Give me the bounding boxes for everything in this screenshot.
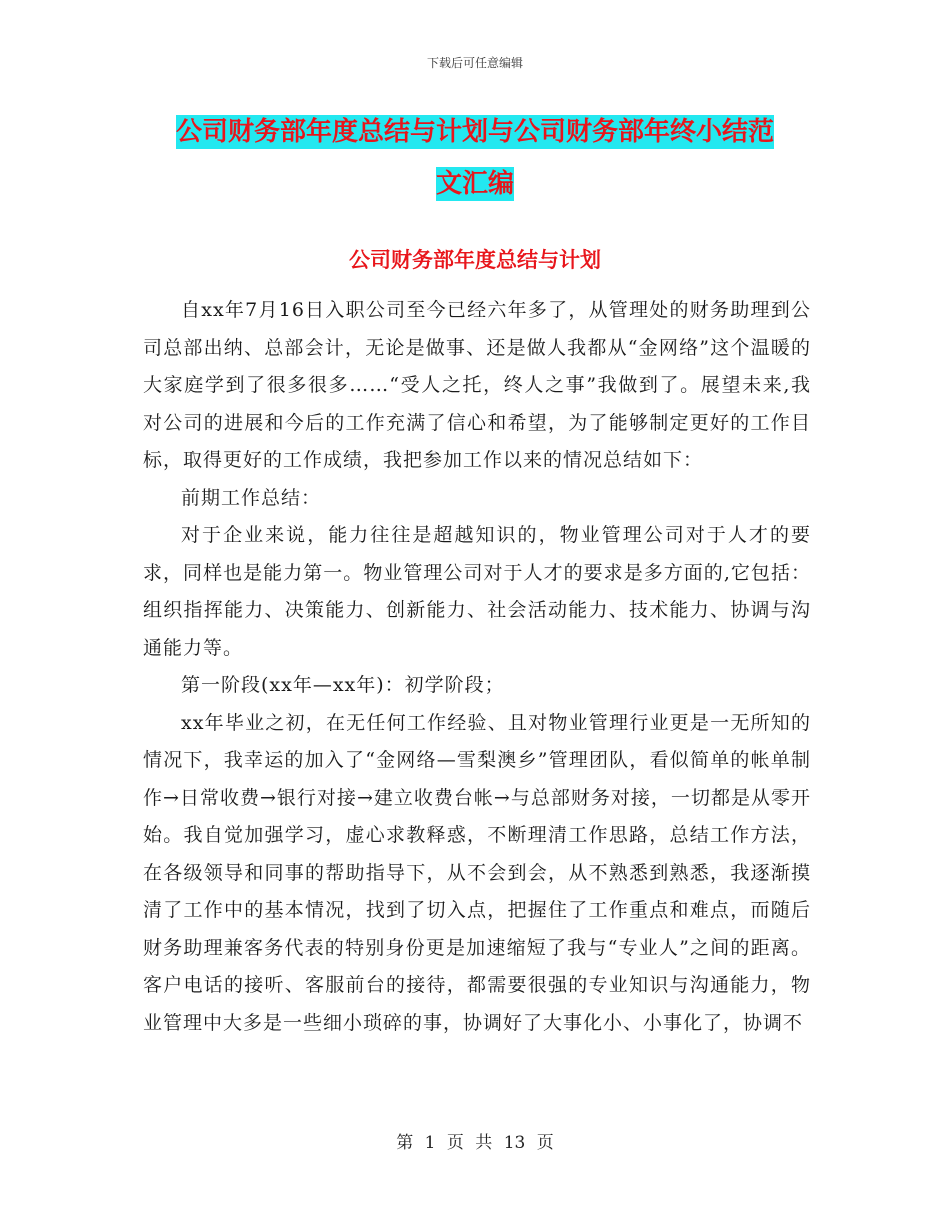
paragraph: 对于企业来说，能力往往是超越知识的，物业管理公司对于人才的要求，同样也是能力第一。物业管理公司对于人才的要求是多方面的,它包括：组织指挥能力、决策能力、创新能力、社会活动能力、技术能力、协调与沟通能力等。 bbox=[143, 524, 811, 659]
page-footer: 第 1 页 共 13 页 bbox=[396, 1133, 554, 1153]
paragraph: 第一阶段(xx年—xx年)：初学阶段； bbox=[181, 674, 505, 696]
document-body bbox=[143, 292, 811, 1042]
title-line-2: 文汇编 bbox=[435, 169, 514, 199]
title-line-1: 公司财务部年度总结与计划与公司财务部年终小结范 bbox=[175, 117, 774, 147]
section-title: 公司财务部年度总结与计划 bbox=[349, 248, 601, 272]
paragraph: xx年毕业之初，在无任何工作经验、且对物业管理行业更是一无所知的情况下，我幸运的加入了“金网络—雪梨澳乡”管理团队，看似简单的帐单制作→日常收费→银行对接→建立收费台帐→与总部财务对接，一切都是从零开始。我自觉加强学习，虚心求教释惑，不断理清工作思路，总结工作方法，在各级领导和同事的帮助指导下，从不会到会，从不熟悉到熟悉，我逐渐摸清了工作中的基本情况，找到了切入点，把握住了工作重点和难点，而随后财务助理兼客务代表的特别身份更是加速缩短了我与“专业人”之间的距离。客户电话的接听、客服前台的接待，都需要很强的专业知识与沟通能力，物业管理中大多是一些细小琐碎的事，协调好了大事化小、小事化了，协调不 bbox=[143, 711, 811, 1034]
document-title bbox=[0, 106, 950, 210]
header-note: 下载后可任意编辑 bbox=[426, 56, 523, 70]
paragraph: 前期工作总结： bbox=[181, 486, 322, 509]
paragraph: 自xx年7月16日入职公司至今已经六年多了，从管理处的财务助理到公司总部出纳、总部会计，无论是做事、还是做人我都从“金网络”这个温暖的大家庭学到了很多很多……“受人之托，终人之事”我做到了。展望未来,我对公司的进展和今后的工作充满了信心和希望，为了能够制定更好的工作目标，取得更好的工作成绩，我把参加工作以来的情况总结如下： bbox=[143, 299, 811, 471]
